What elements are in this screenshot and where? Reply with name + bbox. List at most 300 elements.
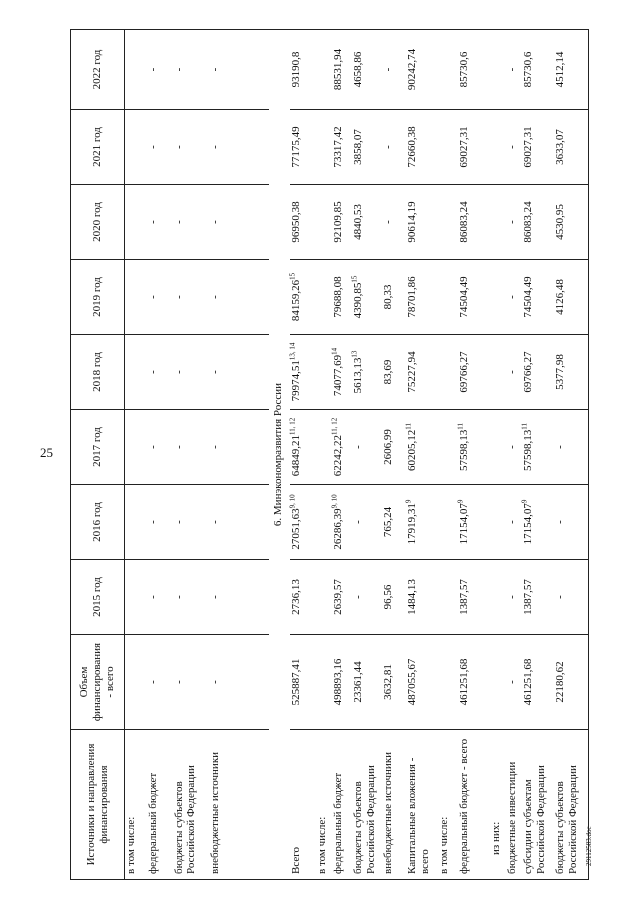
value-cell — [490, 560, 506, 635]
row-label: бюджетные инвестиции — [506, 730, 522, 880]
value-cell — [554, 560, 588, 635]
row-label: федеральный бюджет — [332, 730, 352, 880]
cell-value: - — [208, 520, 221, 524]
value-cell — [458, 335, 490, 410]
value-cell — [316, 30, 332, 110]
cell-value: 83,69 — [382, 359, 395, 385]
value-cell — [506, 335, 522, 410]
value-cell — [506, 560, 522, 635]
value-cell — [290, 410, 316, 485]
cell-value: 74504,49 — [522, 276, 535, 318]
value-cell — [316, 560, 332, 635]
cell-value: - — [172, 520, 185, 524]
value-cell — [382, 410, 406, 485]
value-cell — [147, 635, 173, 730]
table-row — [173, 30, 209, 880]
cell-value: - — [172, 445, 185, 449]
cell-value: 461251,68 — [458, 658, 471, 706]
value-cell — [290, 635, 316, 730]
cell-value: 765,24 — [382, 506, 395, 538]
value-cell — [352, 635, 382, 730]
value-cell — [290, 485, 316, 560]
row-label: внебюджетные источники — [209, 730, 269, 880]
cell-value: 26286,39 — [332, 508, 345, 550]
cell-value: - — [352, 595, 365, 599]
value-cell — [490, 110, 506, 185]
value-cell — [490, 410, 506, 485]
row-label: бюджеты субъектов Российской Федерации — [352, 730, 382, 880]
footnote-mark: 9 — [456, 499, 465, 504]
cell-value: 22180,62 — [554, 661, 567, 703]
table-row — [506, 30, 522, 880]
value-cell — [352, 485, 382, 560]
value-cell — [522, 560, 554, 635]
value-cell — [290, 335, 316, 410]
table-header-row — [71, 30, 125, 880]
value-cell — [406, 635, 438, 730]
cell-value: 23361,44 — [352, 661, 365, 703]
cell-value: 3632,81 — [382, 664, 395, 700]
value-cell — [316, 110, 332, 185]
cell-value: - — [172, 220, 185, 224]
cell-value: 88531,94 — [332, 48, 345, 91]
value-cell — [316, 635, 332, 730]
value-cell — [522, 30, 554, 110]
value-cell — [438, 485, 458, 560]
value-cell — [406, 485, 438, 560]
value-cell — [490, 260, 506, 335]
value-cell — [125, 410, 147, 485]
value-cell — [125, 30, 147, 110]
value-cell — [173, 635, 209, 730]
column-header: 2019 год — [71, 260, 125, 335]
cell-value: - — [146, 680, 159, 684]
cell-value: - — [146, 220, 159, 224]
value-cell — [316, 185, 332, 260]
table-row — [522, 30, 554, 880]
cell-value: - — [382, 220, 395, 224]
value-cell — [506, 185, 522, 260]
value-cell — [458, 260, 490, 335]
cell-value: 79974,51 — [290, 360, 303, 402]
cell-value: - — [554, 595, 567, 599]
cell-value: - — [172, 67, 185, 72]
cell-value: 5613,13 — [352, 357, 365, 394]
cell-value: 85730,6 — [458, 51, 471, 88]
cell-value: 92109,85 — [332, 201, 345, 243]
table-row — [438, 30, 458, 880]
value-cell — [438, 410, 458, 485]
value-cell — [173, 410, 209, 485]
value-cell — [332, 30, 352, 110]
value-cell — [147, 485, 173, 560]
value-cell — [406, 335, 438, 410]
cell-value: 17919,31 — [406, 503, 419, 545]
table-row — [332, 30, 352, 880]
value-cell — [458, 560, 490, 635]
footnote-mark: 11 — [520, 423, 529, 430]
cell-value: - — [146, 145, 159, 149]
column-header: 2018 год — [71, 335, 125, 410]
cell-value: 3858,07 — [352, 129, 365, 165]
row-label: внебюджетные источники — [382, 730, 406, 880]
cell-value: 62242,22 — [332, 435, 345, 477]
value-cell — [490, 30, 506, 110]
cell-value: - — [506, 220, 519, 224]
value-cell — [406, 410, 438, 485]
table-row — [554, 30, 588, 880]
footnote-mark: 11, 12 — [288, 417, 297, 435]
value-cell — [554, 30, 588, 110]
value-cell — [522, 110, 554, 185]
value-cell — [332, 185, 352, 260]
value-cell — [506, 110, 522, 185]
cell-value: 69766,27 — [522, 351, 535, 393]
value-cell — [209, 30, 269, 110]
value-cell — [147, 110, 173, 185]
value-cell — [406, 185, 438, 260]
value-cell — [554, 185, 588, 260]
cell-value: 2639,57 — [332, 579, 345, 615]
value-cell — [522, 260, 554, 335]
cell-value: - — [352, 520, 365, 524]
cell-value: 498893,16 — [332, 658, 345, 706]
value-cell — [382, 185, 406, 260]
value-cell — [554, 110, 588, 185]
cell-value: 84159,26 — [290, 279, 303, 322]
value-cell — [438, 635, 458, 730]
cell-value: 4530,95 — [554, 204, 567, 240]
cell-value: - — [208, 145, 221, 149]
cell-value: - — [554, 520, 567, 524]
value-cell — [332, 485, 352, 560]
section-row — [269, 30, 291, 880]
value-cell — [352, 185, 382, 260]
cell-value: 4658,86 — [352, 51, 365, 88]
row-label: субсидии субъектам Российской Федерации — [522, 730, 554, 880]
value-cell — [290, 260, 316, 335]
value-cell — [147, 335, 173, 410]
cell-value: - — [146, 445, 159, 449]
value-cell — [490, 335, 506, 410]
value-cell — [209, 110, 269, 185]
cell-value: 78701,86 — [406, 276, 419, 318]
value-cell — [458, 185, 490, 260]
cell-value: 75227,94 — [406, 351, 419, 393]
value-cell — [332, 260, 352, 335]
cell-value: - — [146, 520, 159, 524]
value-cell — [382, 560, 406, 635]
value-cell — [406, 260, 438, 335]
cell-value: - — [352, 445, 365, 449]
row-label: федеральный бюджет — [147, 730, 173, 880]
cell-value: 1484,13 — [406, 579, 419, 615]
footnote-mark: 9, 10 — [288, 494, 297, 509]
value-cell — [382, 635, 406, 730]
value-cell — [506, 485, 522, 560]
cell-value: 72660,38 — [406, 126, 419, 168]
value-cell — [438, 260, 458, 335]
cell-value: - — [382, 67, 395, 72]
footnote-mark: 11, 12 — [330, 417, 339, 435]
page-number: 25 — [40, 445, 53, 460]
value-cell — [352, 335, 382, 410]
column-header: 2016 год — [71, 485, 125, 560]
row-label: в том числе: — [125, 730, 147, 880]
value-cell — [125, 485, 147, 560]
value-cell — [173, 110, 209, 185]
table-row — [316, 30, 332, 880]
footnote-mark: 11 — [404, 423, 413, 430]
column-header: 2017 год — [71, 410, 125, 485]
value-cell — [458, 410, 490, 485]
value-cell — [147, 30, 173, 110]
value-cell — [125, 260, 147, 335]
value-cell — [290, 560, 316, 635]
value-cell — [406, 30, 438, 110]
value-cell — [554, 485, 588, 560]
row-label: бюджеты субъектов Российской Федерации — [173, 730, 209, 880]
value-cell — [382, 260, 406, 335]
value-cell — [125, 110, 147, 185]
cell-value: - — [172, 370, 185, 374]
cell-value: - — [146, 67, 159, 72]
value-cell — [173, 485, 209, 560]
value-cell — [209, 335, 269, 410]
column-header: 2015 год — [71, 560, 125, 635]
value-cell — [438, 30, 458, 110]
value-cell — [522, 635, 554, 730]
cell-value: - — [146, 370, 159, 374]
value-cell — [147, 260, 173, 335]
table-row — [382, 30, 406, 880]
cell-value: - — [146, 295, 159, 299]
cell-value: - — [208, 295, 221, 299]
value-cell — [458, 485, 490, 560]
cell-value: 2736,13 — [290, 579, 303, 615]
column-header: Источники и направления финансирования — [71, 730, 125, 880]
cell-value: - — [208, 220, 221, 224]
value-cell — [173, 560, 209, 635]
value-cell — [506, 30, 522, 110]
value-cell — [352, 410, 382, 485]
cell-value: - — [382, 145, 395, 149]
cell-value: 4512,14 — [554, 51, 567, 88]
value-cell — [147, 560, 173, 635]
cell-value: 90614,19 — [406, 201, 419, 243]
cell-value: - — [208, 67, 221, 72]
value-cell — [522, 485, 554, 560]
cell-value: - — [172, 145, 185, 149]
footnote-mark: 9, 10 — [330, 494, 339, 509]
row-label: из них: — [490, 730, 506, 880]
row-label: федеральный бюджет - всего — [458, 730, 490, 880]
cell-value: 1387,57 — [522, 579, 535, 615]
table-row — [490, 30, 506, 880]
rotated-table-container — [70, 30, 604, 880]
cell-value: 79688,08 — [332, 276, 345, 318]
value-cell — [209, 260, 269, 335]
value-cell — [438, 110, 458, 185]
footnote-mark: 13, 14 — [288, 342, 297, 361]
cell-value: - — [506, 680, 519, 684]
value-cell — [522, 335, 554, 410]
cell-value: 69766,27 — [458, 351, 471, 393]
value-cell — [290, 110, 316, 185]
row-label: бюджеты субъектов Российской Федерации — [554, 730, 588, 880]
value-cell — [458, 110, 490, 185]
cell-value: 3633,07 — [554, 129, 567, 165]
value-cell — [382, 335, 406, 410]
value-cell — [382, 485, 406, 560]
cell-value: 2606,99 — [382, 429, 395, 465]
row-label: Всего — [290, 730, 316, 880]
cell-value: 4126,48 — [554, 279, 567, 315]
cell-value: 17154,07 — [458, 503, 471, 545]
value-cell — [332, 560, 352, 635]
cell-value: - — [172, 295, 185, 299]
cell-value: - — [506, 145, 519, 149]
cell-value: 74077,69 — [332, 354, 345, 397]
cell-value: - — [506, 595, 519, 599]
cell-value: - — [506, 370, 519, 374]
value-cell — [490, 485, 506, 560]
footnote-mark: 9 — [520, 499, 529, 504]
value-cell — [352, 110, 382, 185]
table-row — [406, 30, 438, 880]
section-title: 6. Минэкономразвития России — [269, 30, 291, 880]
value-cell — [506, 635, 522, 730]
cell-value: - — [554, 445, 567, 449]
cell-value: 27051,63 — [290, 508, 303, 550]
table-row — [458, 30, 490, 880]
footnote-mark: 15 — [288, 272, 297, 280]
column-header: Объем финансирования - всего — [71, 635, 125, 730]
table-row — [352, 30, 382, 880]
value-cell — [458, 635, 490, 730]
cell-value: 4840,53 — [352, 204, 365, 240]
value-cell — [438, 560, 458, 635]
cell-value: 69027,31 — [522, 126, 535, 168]
table-row — [290, 30, 316, 880]
value-cell — [332, 635, 352, 730]
value-cell — [458, 30, 490, 110]
row-label: в том числе: — [438, 730, 458, 880]
row-label: Капитальные вложения - всего — [406, 730, 438, 880]
cell-value: 57598,13 — [458, 429, 471, 471]
cell-value: 73317,42 — [332, 126, 345, 168]
value-cell — [173, 260, 209, 335]
cell-value: - — [208, 445, 221, 449]
value-cell — [316, 335, 332, 410]
value-cell — [352, 560, 382, 635]
value-cell — [173, 185, 209, 260]
cell-value: - — [146, 595, 159, 599]
value-cell — [125, 185, 147, 260]
cell-value: 57598,13 — [522, 429, 535, 471]
footer-doc-reference: 29112583.doc — [585, 826, 593, 866]
cell-value: 461251,68 — [522, 658, 535, 706]
value-cell — [209, 560, 269, 635]
cell-value: - — [172, 680, 185, 684]
cell-value: 74504,49 — [458, 276, 471, 318]
value-cell — [125, 560, 147, 635]
cell-value: 64849,21 — [290, 435, 303, 477]
column-header: 2020 год — [71, 185, 125, 260]
value-cell — [382, 110, 406, 185]
value-cell — [406, 110, 438, 185]
cell-value: 525887,41 — [290, 658, 303, 706]
cell-value: - — [506, 295, 519, 299]
table-row — [125, 30, 147, 880]
value-cell — [173, 30, 209, 110]
footnote-mark: 14 — [330, 347, 339, 355]
column-header: 2021 год — [71, 110, 125, 185]
value-cell — [490, 635, 506, 730]
value-cell — [209, 185, 269, 260]
cell-value: - — [208, 680, 221, 684]
value-cell — [209, 635, 269, 730]
value-cell — [438, 335, 458, 410]
value-cell — [490, 185, 506, 260]
cell-value: 60205,12 — [406, 429, 419, 471]
cell-value: 86083,24 — [458, 201, 471, 243]
value-cell — [209, 485, 269, 560]
value-cell — [147, 410, 173, 485]
cell-value: 93190,8 — [290, 51, 303, 88]
value-cell — [406, 560, 438, 635]
cell-value: - — [506, 67, 519, 72]
footnote-mark: 15 — [350, 275, 359, 283]
cell-value: 86083,24 — [522, 201, 535, 243]
cell-value: 69027,31 — [458, 126, 471, 168]
cell-value: - — [208, 370, 221, 374]
cell-value: 77175,49 — [290, 126, 303, 168]
value-cell — [554, 335, 588, 410]
value-cell — [147, 185, 173, 260]
value-cell — [352, 30, 382, 110]
cell-value: - — [506, 445, 519, 449]
value-cell — [522, 410, 554, 485]
value-cell — [209, 410, 269, 485]
value-cell — [554, 410, 588, 485]
column-header: 2022 год — [71, 30, 125, 110]
cell-value: 96,56 — [382, 584, 395, 610]
value-cell — [554, 635, 588, 730]
table-row — [209, 30, 269, 880]
value-cell — [352, 260, 382, 335]
cell-value: 85730,6 — [522, 51, 535, 88]
cell-value: - — [506, 520, 519, 524]
value-cell — [290, 185, 316, 260]
table-row — [147, 30, 173, 880]
value-cell — [506, 260, 522, 335]
value-cell — [332, 410, 352, 485]
cell-value: - — [208, 595, 221, 599]
footnote-mark: 9 — [404, 499, 413, 504]
cell-value: 1387,57 — [458, 579, 471, 615]
cell-value: 487055,67 — [406, 658, 419, 706]
value-cell — [173, 335, 209, 410]
footnote-mark: 13 — [350, 350, 359, 358]
cell-value: 5377,98 — [554, 354, 567, 390]
cell-value: 96950,38 — [290, 201, 303, 243]
footnote-mark: 11 — [456, 423, 465, 430]
value-cell — [438, 185, 458, 260]
table-body — [125, 30, 589, 880]
value-cell — [554, 260, 588, 335]
value-cell — [522, 185, 554, 260]
